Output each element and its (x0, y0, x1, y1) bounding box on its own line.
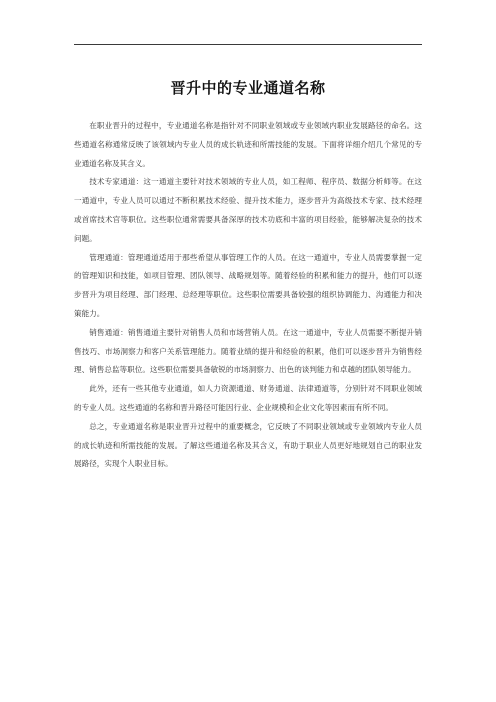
header-rule (74, 44, 422, 45)
paragraph-management: 管理通道：管理通道适用于那些希望从事管理工作的人员。在这一通道中，专业人员需要掌握一定的管理知识和技能，如项目管理、团队领导、战略规划等。随着经验的积累和能力的提升，他们可以逐步晋升为项目经理、部门经理、总经理等职位。这些职位需要具备较强的组织协调能力、沟通能力和决策能力。 (74, 252, 422, 318)
page-title: 晋升中的专业通道名称 (170, 79, 326, 97)
paragraph-intro: 在职业晋升的过程中，专业通道名称是指针对不同职业领域或专业领域内职业发展路径的命名。这些通道名称通常反映了该领域内专业人员的成长轨迹和所需技能的发展。下面将详细介绍几个常见的专业通道名称及其含义。 (74, 121, 422, 168)
paragraph-tech-expert: 技术专家通道：这一通道主要针对技术领域的专业人员，如工程师、程序员、数据分析师等。在这一通道中，专业人员可以通过不断积累技术经验、提升技术能力，逐步晋升为高级技术专家、技术经理或首席技术官等职位。这些职位通常需要具备深厚的技术功底和丰富的项目经验，能够解决复杂的技术问题。 (74, 177, 422, 243)
paragraph-other-channels: 此外，还有一些其他专业通道，如人力资源通道、财务通道、法律通道等，分别针对不同职业领域的专业人员。这些通道的名称和晋升路径可能因行业、企业规模和企业文化等因素而有所不同。 (74, 384, 422, 412)
paragraph-conclusion: 总之，专业通道名称是职业晋升过程中的重要概念，它反映了不同职业领域或专业领域内专业人员的成长轨迹和所需技能的发展。了解这些通道名称及其含义，有助于职业人员更好地规划自己的职业发展路径，实现个人职业目标。 (74, 421, 422, 469)
paragraph-sales: 销售通道：销售通道主要针对销售人员和市场营销人员。在这一通道中，专业人员需要不断提升销售技巧、市场洞察力和客户关系管理能力。随着业绩的提升和经验的积累，他们可以逐步晋升为销售经理、销售总监等职位。这些职位需要具备敏锐的市场洞察力、出色的谈判能力和卓越的团队领导能力。 (74, 327, 422, 375)
document-body (74, 117, 422, 474)
